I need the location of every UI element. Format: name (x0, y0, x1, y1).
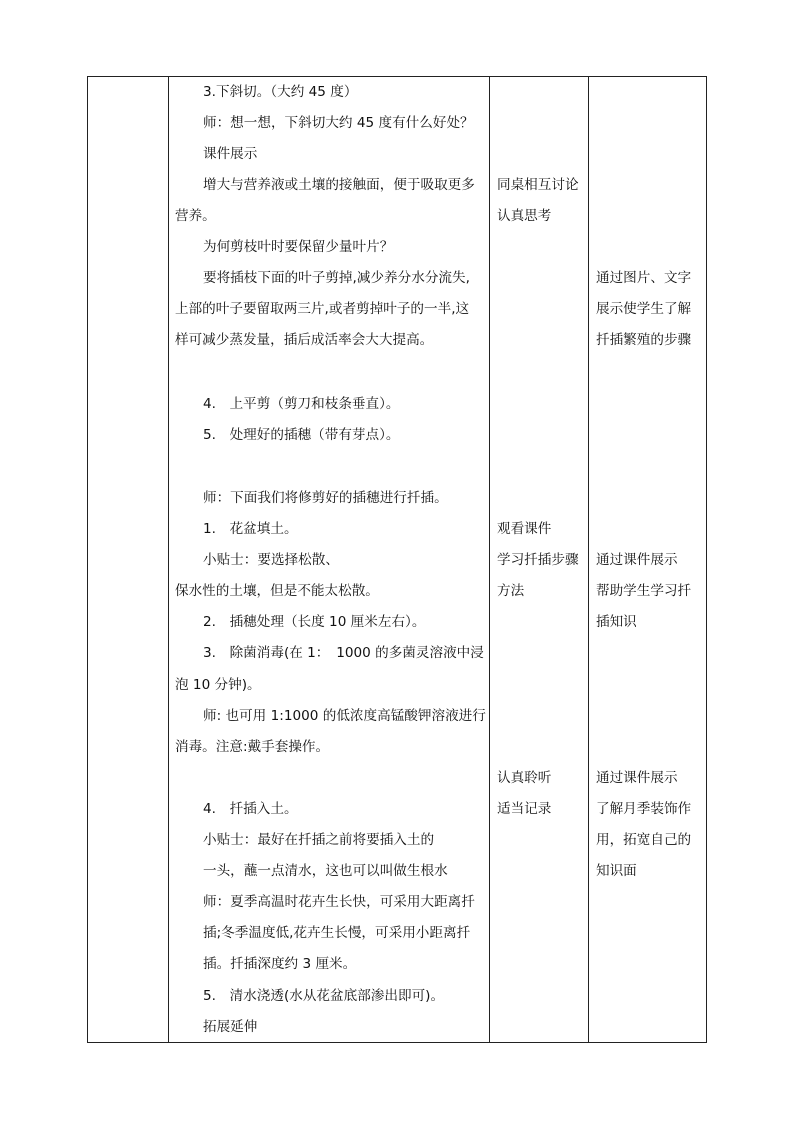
text-line: 插;冬季温度低,花卉生长慢，可采用小距离扦 (203, 925, 471, 941)
column-divider (588, 77, 589, 1042)
text-line: 方法 (497, 583, 525, 599)
text-line: 帮助学生学习扦 (596, 583, 692, 599)
column-divider (489, 77, 490, 1042)
text-line: 小贴士：最好在扦插之前将要插入土的 (203, 832, 435, 848)
text-line: 学习扦插步骤 (497, 552, 579, 568)
text-line: 小贴士：要选择松散、 (203, 552, 339, 568)
text-line: 4. 上平剪（剪刀和枝条垂直）。 (203, 396, 400, 412)
text-line: 课件展示 (203, 146, 258, 162)
text-line: 营养。 (175, 208, 216, 224)
text-line: 展示使学生了解 (596, 301, 692, 317)
text-line: 5. 处理好的插穗（带有芽点）。 (203, 427, 400, 443)
text-line: 了解月季装饰作 (596, 801, 692, 817)
text-line: 为何剪枝叶时要保留少量叶片？ (203, 239, 394, 255)
text-line: 适当记录 (497, 801, 552, 817)
text-line: 知识面 (596, 863, 637, 879)
text-line: 2. 插穗处理（长度 10 厘米左右）。 (203, 614, 426, 630)
text-line: 要将插枝下面的叶子剪掉,减少养分水分流失, (203, 270, 470, 286)
text-line: 认真思考 (497, 208, 552, 224)
text-line: 增大与营养液或土壤的接触面，便于吸取更多 (203, 177, 475, 193)
text-line: 3.下斜切。（大约 45 度） (203, 84, 358, 100)
text-line: 4. 扦插入土。 (203, 801, 298, 817)
text-line: 扦插繁殖的步骤 (596, 332, 692, 348)
text-line: 通过课件展示 (596, 552, 678, 568)
text-line: 消毒。注意:戴手套操作。 (175, 739, 330, 755)
text-line: 拓展延伸 (203, 1019, 258, 1035)
text-line: 3. 除菌消毒(在 1： 1000 的多菌灵溶液中浸 (203, 645, 484, 661)
text-line: 师：想一想，下斜切大约 45 度有什么好处？ (203, 115, 474, 131)
text-line: 用，拓宽自己的 (596, 832, 692, 848)
text-line: 师：下面我们将修剪好的插穗进行扦插。 (203, 490, 448, 506)
text-line: 插知识 (596, 614, 637, 630)
text-line: 泡 10 分钟)。 (175, 677, 261, 693)
text-line: 上部的叶子要留取两三片,或者剪掉叶子的一半,这 (175, 301, 470, 317)
text-line: 5. 清水浇透(水从花盆底部渗出即可)。 (203, 988, 445, 1004)
text-line: 师: 也可用 1:1000 的低浓度高锰酸钾溶液进行 (203, 708, 486, 724)
text-line: 观看课件 (497, 521, 552, 537)
text-line: 样可减少蒸发量，插后成活率会大大提高。 (175, 332, 434, 348)
text-line: 一头，蘸一点清水，这也可以叫做生根水 (203, 863, 448, 879)
text-line: 通过图片、文字 (596, 270, 692, 286)
text-line: 同桌相互讨论 (497, 177, 579, 193)
text-line: 通过课件展示 (596, 770, 678, 786)
column-divider (168, 77, 169, 1042)
text-line: 师：夏季高温时花卉生长快，可采用大距离扦 (203, 894, 475, 910)
text-line: 保水性的土壤，但是不能太松散。 (175, 583, 379, 599)
text-line: 认真聆听 (497, 770, 552, 786)
text-line: 1. 花盆填土。 (203, 521, 298, 537)
text-line: 插。扦插深度约 3 厘米。 (203, 956, 357, 972)
